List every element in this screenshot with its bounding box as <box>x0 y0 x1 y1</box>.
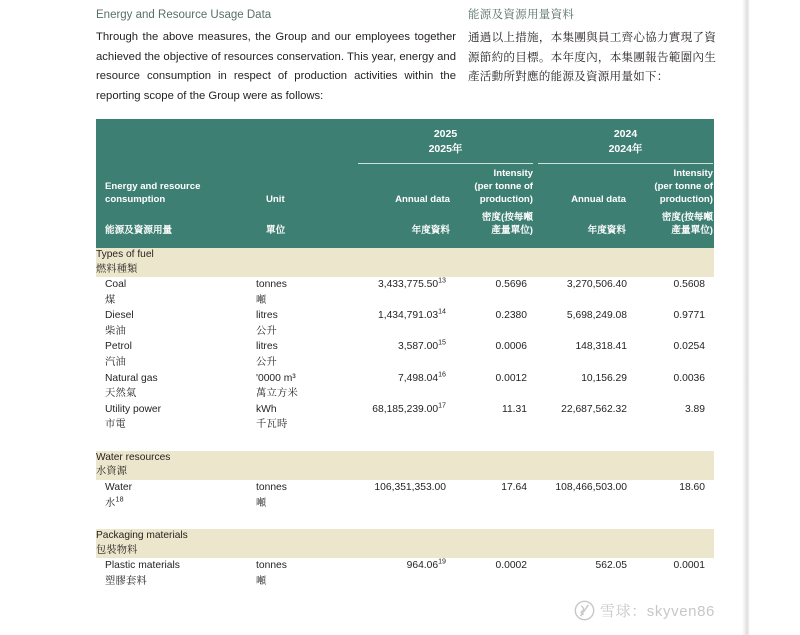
row-intensity-2024-cell <box>636 308 714 339</box>
energy-resource-table <box>96 119 714 589</box>
row-name-cell <box>96 402 256 433</box>
row-annual-2024-cell <box>536 308 636 339</box>
table-row <box>96 277 714 308</box>
row-intensity-2024-value: 0.5608 <box>673 279 705 290</box>
header-intensity-2024-zh-line2: 產量單位) <box>671 225 713 236</box>
header-intensity-2024-zh-line1: 密度(按每噸 <box>661 212 713 223</box>
row-unit-cell <box>256 308 339 339</box>
row-annual-2025-value: 106,351,353.00 <box>374 481 446 493</box>
header-rule-2024 <box>538 163 713 164</box>
header-item-zh: 能源及資源用量 <box>105 225 173 236</box>
row-intensity-2024-value: 0.9771 <box>673 310 705 322</box>
row-intensity-2024-value: 0.0036 <box>673 372 705 384</box>
row-annual-2025-footnote: 16 <box>438 370 446 379</box>
header-unit-en: Unit <box>266 194 285 205</box>
section-band-title-zh: 燃料種類 <box>96 263 138 275</box>
row-name-en: Water <box>105 481 133 493</box>
header-intensity-2024-en-line2: (per tonne of <box>654 181 713 192</box>
row-unit-zh: 萬立方米 <box>256 388 298 400</box>
section-band-title-en: Types of fuel <box>96 249 154 260</box>
row-name-en: Diesel <box>105 310 134 322</box>
row-intensity-2024-value: 3.89 <box>684 403 705 415</box>
row-intensity-2024-value: 0.0254 <box>673 341 705 353</box>
row-name-zh: 柴油 <box>105 325 126 337</box>
row-annual-2024-value: 22,687,562.32 <box>561 403 627 415</box>
table-row <box>96 371 714 402</box>
row-annual-2024-cell <box>536 277 636 308</box>
row-unit-zh: 千瓦時 <box>256 419 288 431</box>
table-row <box>96 308 714 339</box>
header-year-2025-zh: 2025年 <box>428 143 463 155</box>
row-unit-cell <box>256 480 339 511</box>
row-name-zh: 市電 <box>105 419 126 431</box>
header-rule-2025 <box>358 163 533 164</box>
row-intensity-2025-cell <box>455 339 536 370</box>
row-intensity-2025-value: 11.31 <box>501 403 527 415</box>
row-name-cell <box>96 480 256 511</box>
row-annual-2024-value: 10,156.29 <box>581 372 627 384</box>
row-intensity-2024-cell <box>636 371 714 402</box>
row-name-en: Coal <box>105 279 127 290</box>
row-intensity-2025-cell <box>455 277 536 308</box>
row-annual-2025-cell <box>339 558 455 589</box>
row-intensity-2024-value: 0.0001 <box>673 560 705 572</box>
row-annual-2024-value: 148,318.41 <box>575 341 627 353</box>
watermark-text: 雪球：skyven86 <box>600 603 715 620</box>
row-annual-2025-cell <box>339 480 455 511</box>
page-title-chinese: 能源及資源用量資料 <box>468 9 575 21</box>
header-intensity-2025-en-line2: (per tonne of <box>474 181 533 192</box>
row-intensity-2024-cell <box>636 339 714 370</box>
row-intensity-2025-value: 0.0012 <box>495 372 527 384</box>
row-intensity-2025-value: 0.5696 <box>495 279 527 290</box>
row-intensity-2024-value: 18.60 <box>679 481 705 493</box>
row-intensity-2025-cell <box>455 371 536 402</box>
row-unit-cell <box>256 558 339 589</box>
row-annual-2024-value: 3,270,506.40 <box>566 279 627 290</box>
row-annual-2025-value: 3,433,775.50$^{13}$ <box>377 276 446 290</box>
section-gap-row <box>96 433 714 451</box>
header-year-2025-en: 2025 <box>433 128 458 140</box>
page-edge-shadow <box>742 0 750 635</box>
section-band-title-zh: 包裝物料 <box>96 544 138 556</box>
row-name-cell <box>96 371 256 402</box>
row-annual-2025-cell <box>339 402 455 433</box>
table-header <box>96 119 714 248</box>
section-band-row <box>96 529 714 558</box>
row-name-cell <box>96 308 256 339</box>
row-intensity-2025-value: 0.0006 <box>495 341 527 353</box>
header-intensity-2025-zh-line1: 密度(按每噸 <box>481 212 533 223</box>
row-intensity-2024-cell <box>636 402 714 433</box>
row-intensity-2025-value: 0.2380 <box>495 310 527 322</box>
row-name-en: Plastic materials <box>105 560 180 572</box>
row-annual-2024-cell <box>536 371 636 402</box>
row-annual-2024-value: 562.05 <box>595 560 627 572</box>
row-annual-2024-cell <box>536 558 636 589</box>
row-unit-zh: 噸 <box>256 575 267 587</box>
section-band-cell <box>96 529 714 558</box>
row-unit-en: tonnes <box>256 560 287 572</box>
row-annual-2025-cell <box>339 308 455 339</box>
row-unit-cell <box>256 371 339 402</box>
section-gap-row <box>96 511 714 529</box>
row-unit-en: '0000 m³ <box>256 372 296 384</box>
section-band-cell <box>96 248 714 277</box>
header-intensity-2024-en-line3: production) <box>659 194 713 205</box>
row-unit-cell <box>256 402 339 433</box>
row-intensity-2025-cell <box>455 558 536 589</box>
header-unit-zh: 單位 <box>266 225 286 236</box>
row-intensity-2024-cell <box>636 277 714 308</box>
table-row <box>96 402 714 433</box>
row-annual-2024-cell <box>536 339 636 370</box>
header-intensity-2025-zh-line2: 產量單位) <box>491 225 533 236</box>
row-unit-zh: 公升 <box>256 325 277 337</box>
row-unit-en: tonnes <box>256 279 287 290</box>
row-name-zh: 汽油 <box>105 356 126 368</box>
row-annual-2024-value: 108,466,503.00 <box>555 481 627 493</box>
row-name-zh: 天然氣 <box>105 388 137 400</box>
header-year-2024-en: 2024 <box>613 128 638 140</box>
row-name-en: Natural gas <box>105 372 158 384</box>
row-intensity-2025-value: 0.0002 <box>495 560 527 572</box>
header-annual-2024-zh: 年度資料 <box>587 225 626 236</box>
row-unit-cell <box>256 277 339 308</box>
section-band-title-en: Packaging materials <box>96 530 188 542</box>
header-annual-2025-en: Annual data <box>395 194 450 205</box>
intro-column-chinese <box>468 8 716 87</box>
row-annual-2025-footnote: 14 <box>438 307 446 316</box>
row-name-cell <box>96 558 256 589</box>
section-band-title-en: Water resources <box>96 451 171 463</box>
row-intensity-2025-cell <box>455 402 536 433</box>
row-intensity-2025-cell <box>455 308 536 339</box>
row-name-footnote: 18 <box>115 495 124 504</box>
section-band-row <box>96 451 714 480</box>
section-band-cell <box>96 451 714 480</box>
intro-paragraph-chinese: 通過以上措施，本集團與員工齊心協力實現了資源節約的目標。本年度內，本集團報告範圍內生產活動所對應的能源及資源用量如下： <box>468 31 716 83</box>
row-annual-2025-cell <box>339 339 455 370</box>
row-name-zh: 塑膠套料 <box>105 575 147 587</box>
row-annual-2025-value: 3,587.00$^{15}$ <box>398 338 446 353</box>
section-gap-cell <box>96 511 714 529</box>
row-annual-2025-cell <box>339 371 455 402</box>
row-unit-zh: 噸 <box>256 497 267 509</box>
table-row <box>96 480 714 511</box>
header-item-en-line2: consumption <box>105 194 166 205</box>
row-annual-2025-footnote: 19 <box>438 557 446 566</box>
intro-paragraph-english: Through the above measures, the Group and our employees together achieved the objective of resources conservation. This year, energy and resource consumption in respect of production activities within the reporting scope of the Group were as follows: <box>96 31 456 102</box>
header-item-en-line1: Energy and resource <box>105 181 201 192</box>
page-outer-margin <box>750 0 800 635</box>
table-row <box>96 558 714 589</box>
header-annual-2024-en: Annual data <box>571 194 626 205</box>
section-gap-cell <box>96 433 714 451</box>
row-unit-cell <box>256 339 339 370</box>
header-intensity-2025-en-line3: production) <box>479 194 533 205</box>
row-annual-2025-cell <box>339 277 455 308</box>
header-intensity-2024-en-line1: Intensity <box>673 168 713 179</box>
header-intensity-2025-en-line1: Intensity <box>493 168 533 179</box>
row-unit-zh: 噸 <box>256 294 267 306</box>
snowball-logo-icon <box>574 600 595 621</box>
row-unit-en: litres <box>256 341 278 353</box>
row-annual-2024-cell <box>536 402 636 433</box>
row-name-en: Utility power <box>105 403 162 415</box>
row-annual-2025-value: 1,434,791.03$^{14}$ <box>377 307 446 322</box>
row-unit-en: kWh <box>256 403 277 415</box>
row-intensity-2025-value: 17.64 <box>501 481 527 493</box>
row-intensity-2025-cell <box>455 480 536 511</box>
table-row <box>96 339 714 370</box>
row-unit-zh: 公升 <box>256 356 277 368</box>
row-intensity-2024-cell <box>636 480 714 511</box>
row-annual-2024-cell <box>536 480 636 511</box>
row-annual-2025-footnote: 13 <box>438 276 446 285</box>
header-annual-2025-zh: 年度資料 <box>411 225 450 236</box>
intro-column-english <box>96 8 456 106</box>
row-name-zh: 煤 <box>105 294 116 306</box>
page-title-english: Energy and Resource Usage Data <box>96 9 272 21</box>
header-year-2024-zh: 2024年 <box>608 143 643 155</box>
row-annual-2025-value: 964.06$^{19}$ <box>406 557 446 572</box>
row-annual-2025-footnote: 17 <box>438 401 446 410</box>
row-intensity-2024-cell <box>636 558 714 589</box>
row-annual-2025-footnote: 15 <box>438 338 446 347</box>
row-name-en: Petrol <box>105 341 132 353</box>
section-band-row <box>96 248 714 277</box>
row-name-cell <box>96 277 256 308</box>
row-name-zh: 水$^{18}$ <box>105 495 124 509</box>
row-name-cell <box>96 339 256 370</box>
row-annual-2025-value: 7,498.04$^{16}$ <box>398 370 446 384</box>
row-unit-en: litres <box>256 310 278 322</box>
row-annual-2024-value: 5,698,249.08 <box>566 310 627 322</box>
row-unit-en: tonnes <box>256 481 287 493</box>
watermark <box>574 600 715 621</box>
row-annual-2025-value: 68,185,239.00$^{17}$ <box>372 401 446 415</box>
section-band-title-zh: 水資源 <box>96 466 128 478</box>
